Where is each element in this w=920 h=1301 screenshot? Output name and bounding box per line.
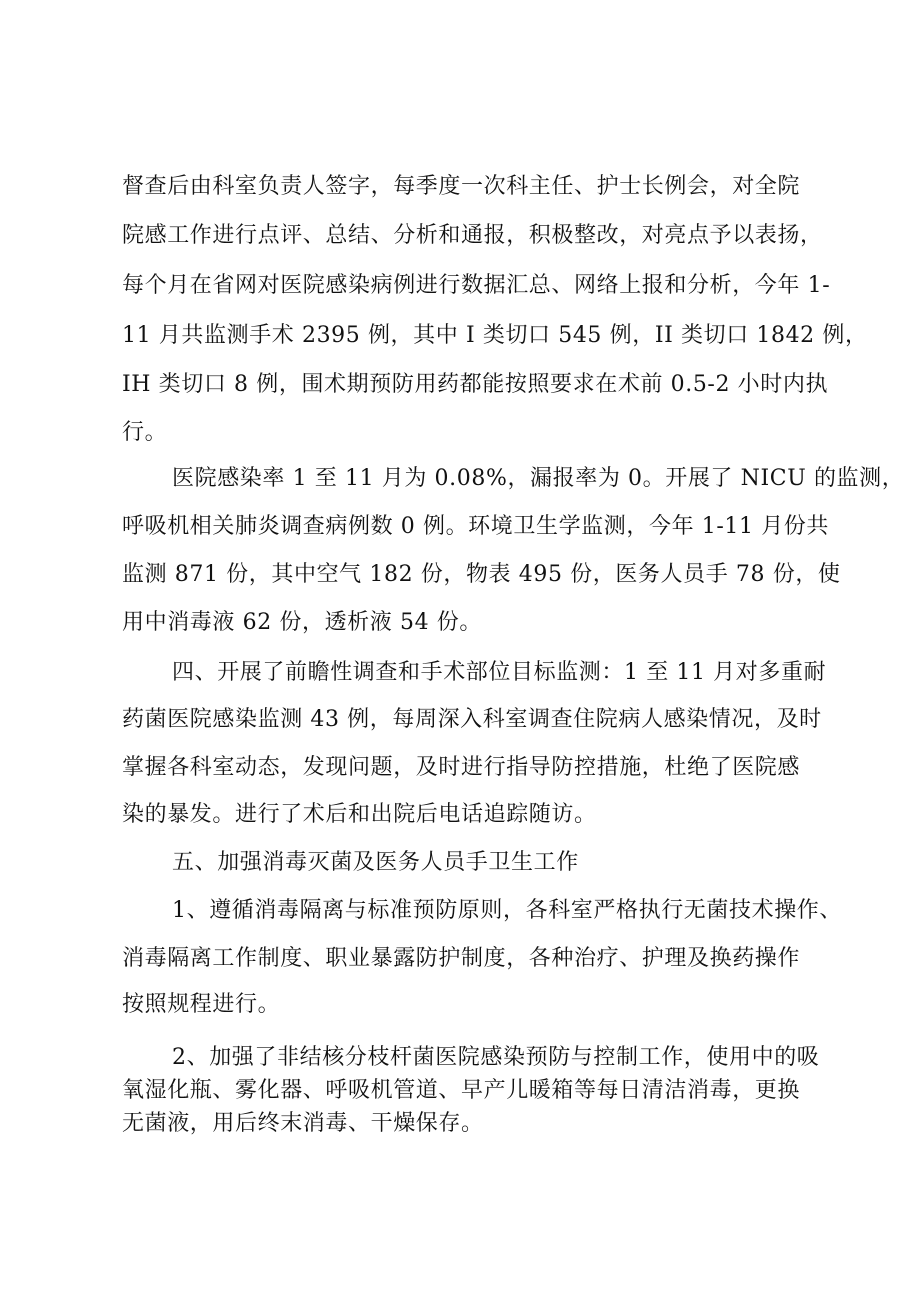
section-heading: 五、加强消毒灭菌及医务人员手卫生工作 [172, 850, 579, 875]
text-line-17: 消毒隔离工作制度、职业暴露防护制度，各种治疗、护理及换药操作 [122, 946, 801, 971]
text-line-5: IH 类切口 8 例，围术期预防用药都能按照要求在术前 0.5-2 小时内执 [122, 372, 829, 397]
text-line-14: 染的暴发。进行了术后和出院后电话追踪随访。 [122, 802, 597, 827]
text-line-16: 1、遵循消毒隔离与标准预防原则，各科室严格执行无菌技术操作、 [172, 898, 842, 923]
text-line-7: 医院感染率 1 至 11 月为 0.08%，漏报率为 0。开展了 NICU 的监测， [172, 466, 905, 491]
text-line-8: 呼吸机相关肺炎调查病例数 0 例。环境卫生学监测，今年 1-11 月份共 [122, 514, 829, 539]
text-line-9: 监测 871 份，其中空气 182 份，物表 495 份，医务人员手 78 份，使 [122, 562, 841, 587]
text-line-18: 按照规程进行。 [122, 992, 281, 1017]
text-line-6: 行。 [122, 420, 168, 445]
text-line-20: 氧湿化瓶、雾化器、呼吸机管道、早产儿暖箱等每日清洁消毒，更换 [122, 1078, 801, 1103]
text-line-10: 用中消毒液 62 份，透析液 54 份。 [122, 610, 482, 635]
text-line-11: 四、开展了前瞻性调查和手术部位目标监测：1 至 11 月对多重耐 [172, 660, 827, 685]
text-line-19: 2、加强了非结核分枝杆菌医院感染预防与控制工作，使用中的吸 [172, 1045, 820, 1070]
text-line-13: 掌握各科室动态，发现问题，及时进行指导防控措施，杜绝了医院感 [122, 755, 801, 780]
text-line-12: 药菌医院感染监测 43 例，每周深入科室调查住院病人感染情况，及时 [122, 707, 822, 732]
text-line-3: 每个月在省网对医院感染病例进行数据汇总、网络上报和分析，今年 1- [122, 273, 831, 298]
text-line-21: 无菌液，用后终末消毒、干燥保存。 [122, 1111, 484, 1136]
text-line-1: 督查后由科室负责人签字，每季度一次科主任、护士长例会，对全院 [122, 174, 801, 199]
text-line-4: 11 月共监测手术 2395 例，其中 I 类切口 545 例，II 类切口 1842 例， [122, 323, 868, 348]
text-line-2: 院感工作进行点评、总结、分析和通报，积极整改，对亮点予以表扬， [122, 223, 823, 248]
